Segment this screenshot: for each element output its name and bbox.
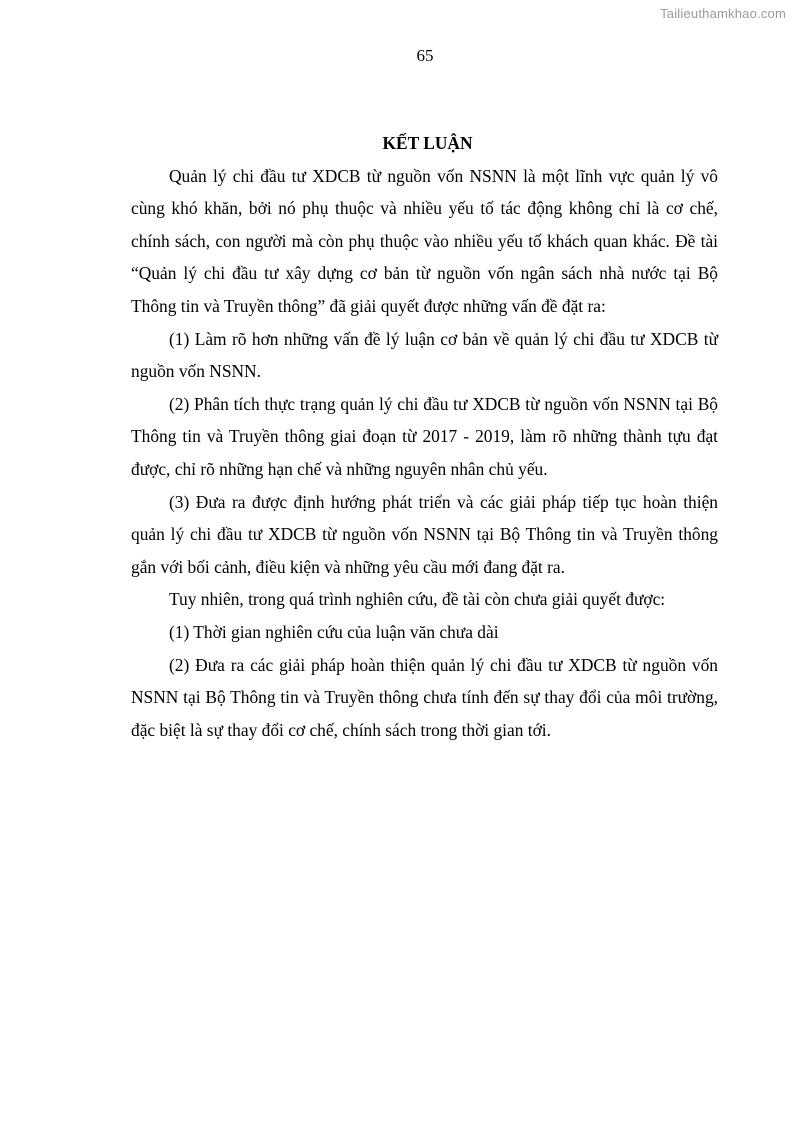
paragraph-result-2: (2) Phân tích thực trạng quản lý chi đầu tư XDCB từ nguồn vốn NSNN tại Bộ Thông tin và Truyền thông giai đoạn từ 2017 - 2019, làm rõ những thành tựu đạt được, chỉ rõ những hạn chế và những nguyên nhân chủ yếu. [131, 393, 718, 479]
paragraph-intro: Quản lý chi đầu tư XDCB từ nguồn vốn NSNN là một lĩnh vực quản lý vô cùng khó khăn, bởi nó phụ thuộc và nhiều yếu tố tác động không chỉ là cơ chế, chính sách, con người mà còn phụ thuộc vào nhiều yếu tố khách quan khác. Đề tài “Quản lý chi đầu tư xây dựng cơ bản từ nguồn vốn ngân sách nhà nước tại Bộ Thông tin và Truyền thông” đã giải quyết được những vấn đề đặt ra: [131, 165, 718, 316]
paragraph-limitation-1: (1) Thời gian nghiên cứu của luận văn chưa dài [169, 621, 499, 642]
page-number: 65 [416, 46, 434, 65]
section-title: KẾT LUẬN [382, 133, 473, 153]
paragraph-result-1: (1) Làm rõ hơn những vấn đề lý luận cơ bản về quản lý chi đầu tư XDCB từ nguồn vốn NSNN. [131, 328, 718, 382]
paragraph-limitation-2: (2) Đưa ra các giải pháp hoàn thiện quản lý chi đầu tư XDCB từ nguồn vốn NSNN tại Bộ Thông tin và Truyền thông chưa tính đến sự thay đổi của môi trường, đặc biệt là sự thay đổi cơ chế, chính sách trong thời gian tới. [131, 654, 718, 740]
paragraph-result-3: (3) Đưa ra được định hướng phát triển và các giải pháp tiếp tục hoàn thiện quản lý chi đầu tư XDCB từ nguồn vốn NSNN tại Bộ Thông tin và Truyền thông gắn với bối cảnh, điều kiện và những yêu cầu mới đang đặt ra. [131, 491, 718, 577]
document-body [131, 127, 718, 746]
paragraph-limitations-intro: Tuy nhiên, trong quá trình nghiên cứu, đề tài còn chưa giải quyết được: [169, 589, 666, 610]
watermark: Tailieuthamkhao.com [660, 6, 786, 21]
